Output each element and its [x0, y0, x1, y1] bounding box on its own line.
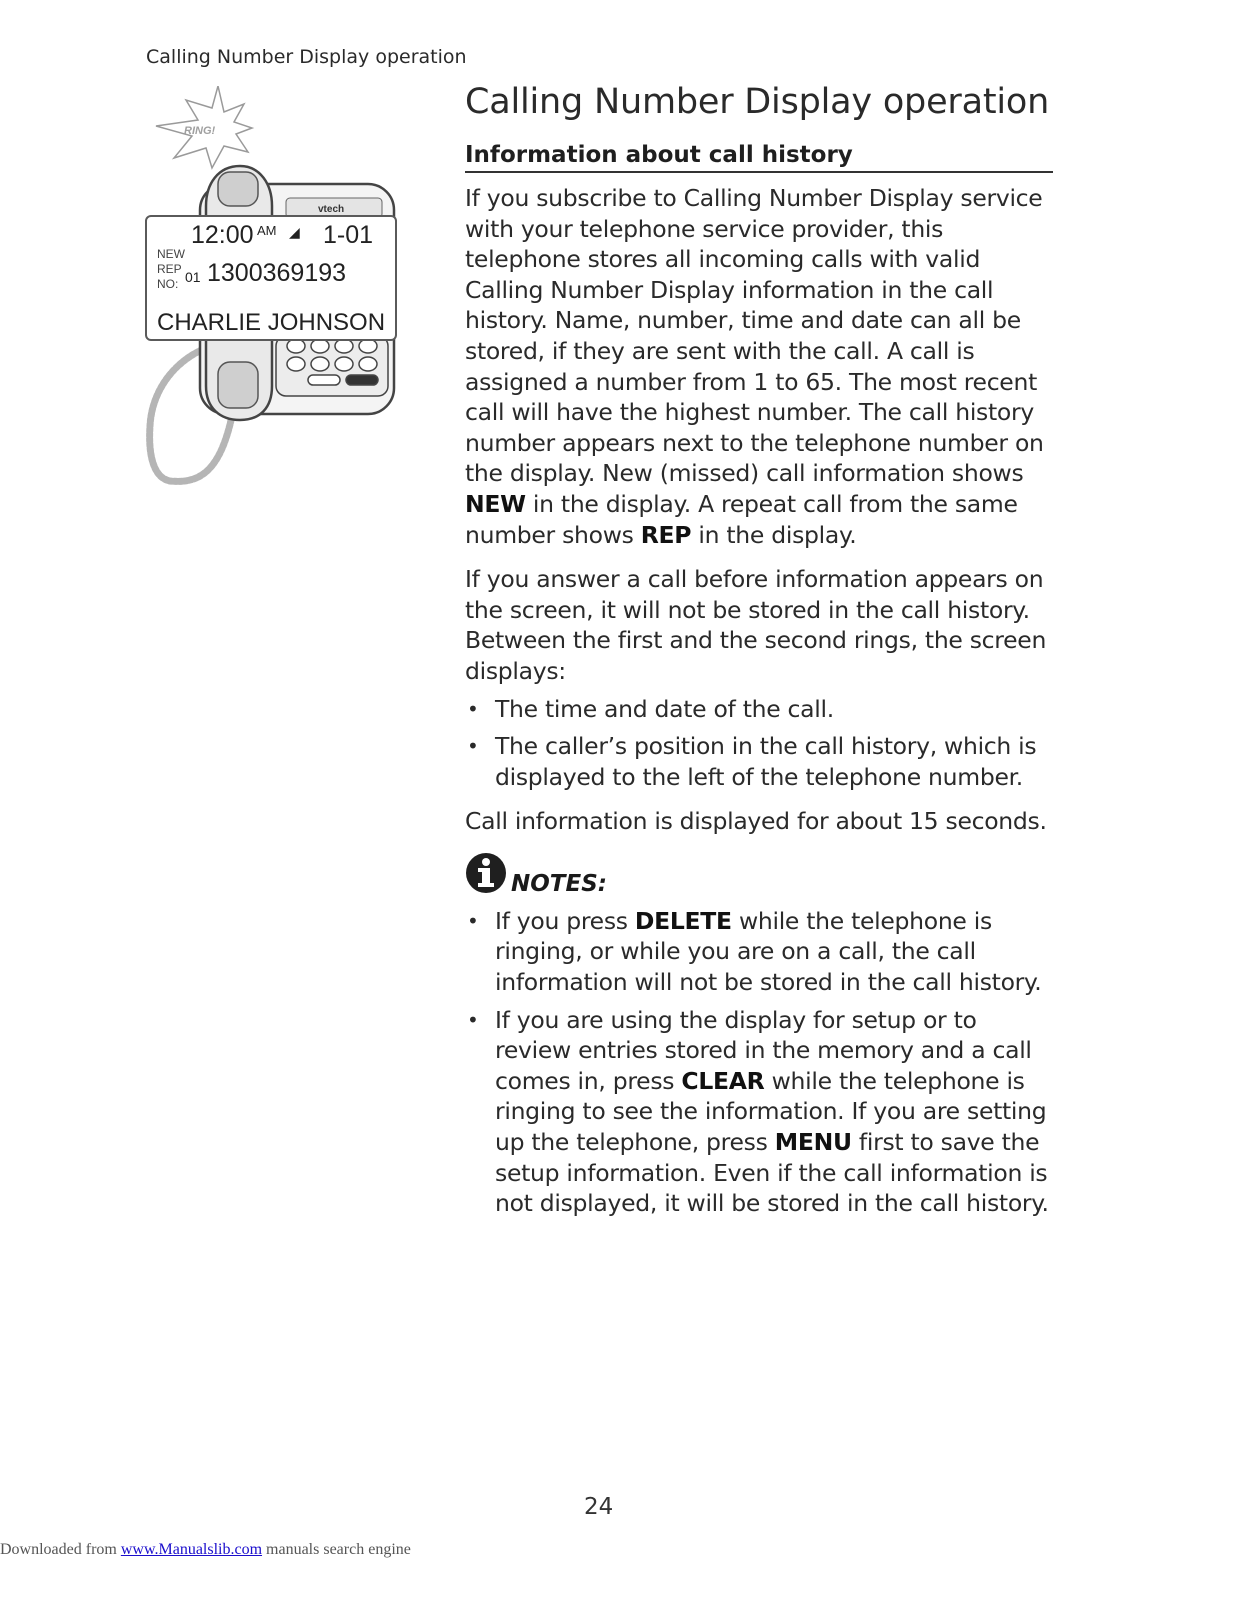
note-item — [465, 1005, 1053, 1219]
keyword-clear: CLEAR — [681, 1066, 765, 1095]
list-item — [465, 694, 1053, 725]
note-text-b: while the telephone is ringing, or while you are on a call, the call information will not be stored in the call history. — [495, 906, 1042, 997]
note-text-c: first to save the setup information. Even if the call information is not displayed, it will be stored in the call history. — [495, 1128, 1049, 1218]
intro-text-c: in the display. — [691, 520, 857, 549]
list-item-text: The caller’s position in the call history, which is displayed to the left of the telephone number. — [495, 732, 1037, 791]
display-position: 01 — [185, 269, 201, 285]
brand-logo: vtech — [318, 204, 345, 215]
note-text-a: If you are using the display for setup or to review entries stored in the memory and a call comes in, press — [495, 1005, 1032, 1095]
caller-id-display — [145, 215, 397, 341]
intro-text-a: If you subscribe to Calling Number Display service with your telephone service provider, this telephone stores all incoming calls with valid Calling Number Display information in the call history. Name, number, time and date can all be stored, if they are sent with the call. A call is assigned a number from 1 to 65. The most recent call will have the highest number. The call history number appears next to the telephone number on the display. New (missed) call information shows — [465, 184, 1044, 488]
download-footer — [0, 1541, 411, 1559]
display-time: 12:00 — [191, 221, 254, 249]
keyword-menu: MENU — [774, 1128, 852, 1157]
list-item-text: The time and date of the call. — [495, 694, 834, 723]
bullet-icon: • — [467, 908, 479, 933]
page-title: Calling Number Display operation — [465, 82, 1050, 122]
bullet-icon: • — [467, 734, 479, 759]
display-flag-rep: REP — [157, 262, 182, 276]
signal-icon: ◢ — [289, 224, 300, 240]
footer-suffix: manuals search engine — [262, 1541, 411, 1558]
phone-illustration — [140, 86, 410, 496]
manualslib-link[interactable]: www.Manualslib.com — [120, 1541, 263, 1558]
info-icon — [465, 851, 509, 895]
keypad — [276, 336, 388, 396]
display-number: 1300369193 — [207, 259, 347, 287]
display-ampm: AM — [257, 223, 277, 238]
display-info-list — [465, 694, 1053, 793]
duration-paragraph: Call information is displayed for about 15 seconds. — [465, 807, 1047, 836]
keyword-rep: REP — [640, 520, 692, 549]
ring-burst-text: RING! — [184, 125, 216, 137]
section-heading: Information about call history — [465, 142, 1053, 173]
notes-header — [465, 851, 1053, 899]
display-date: 1-01 — [323, 221, 374, 249]
keyword-delete: DELETE — [634, 906, 732, 935]
answer-paragraph: If you answer a call before information appears on the screen, it will not be stored in the call history. Between the first and the second rings, the screen displays: — [465, 565, 1047, 685]
note-text-b: while the telephone is ringing to see the information. If you are setting up the telephone, press — [495, 1066, 1047, 1157]
notes-label: NOTES: — [511, 870, 607, 897]
intro-text-b: in the display. A repeat call from the same number shows — [465, 489, 1018, 549]
running-header: Calling Number Display operation — [146, 46, 467, 68]
keyword-new: NEW — [465, 489, 526, 518]
page-number: 24 — [584, 1494, 614, 1520]
notes-list — [465, 906, 1053, 1219]
bullet-icon: • — [467, 696, 479, 721]
list-item — [465, 731, 1053, 792]
display-flag-no: NO: — [157, 277, 179, 291]
note-item — [465, 906, 1053, 998]
display-flag-new: NEW — [157, 247, 185, 261]
intro-paragraph — [465, 183, 1053, 550]
note-text-a: If you press — [495, 906, 635, 935]
footer-prefix: Downloaded from — [0, 1541, 121, 1558]
display-caller-name: CHARLIE JOHNSON — [157, 309, 386, 336]
main-content — [465, 82, 1053, 1219]
bullet-icon: • — [467, 1007, 479, 1032]
